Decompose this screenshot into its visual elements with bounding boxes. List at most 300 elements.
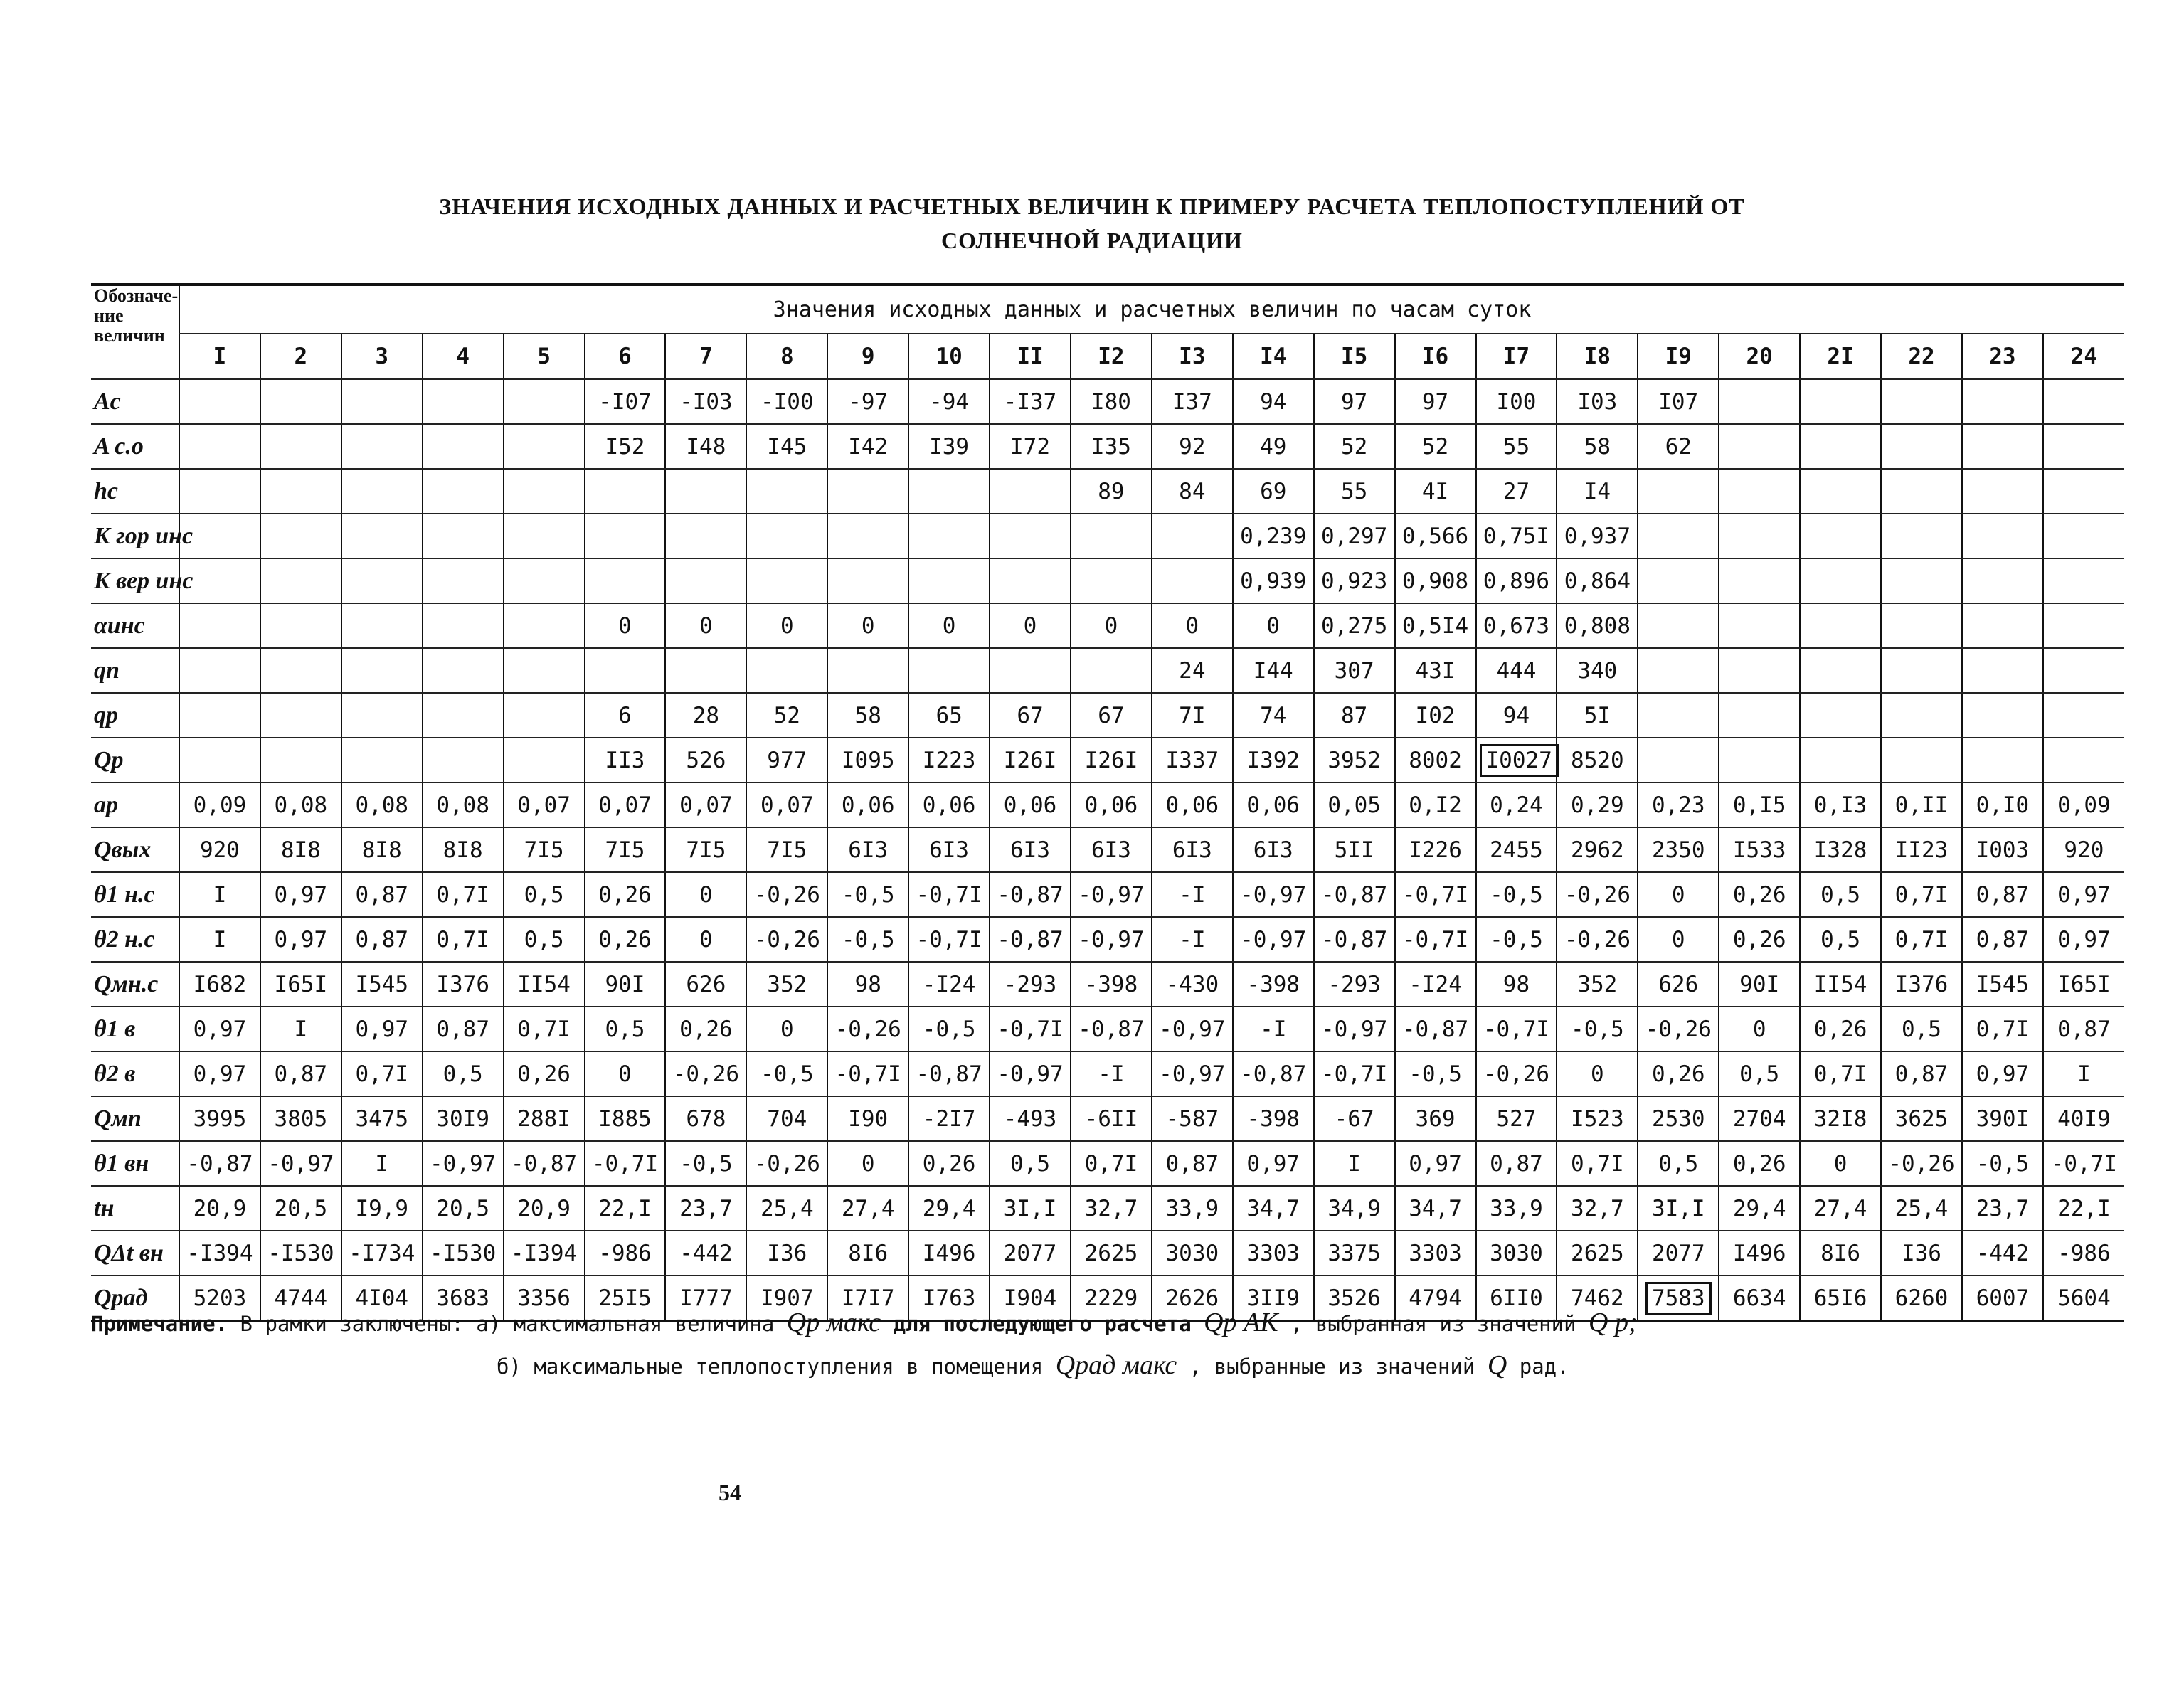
table-cell: 98: [827, 962, 908, 1007]
corner-label-line: ние: [94, 305, 124, 326]
note-sym-qp-ak: Qр АК: [1204, 1308, 1278, 1337]
table-cell: [1719, 603, 1800, 648]
table-cell: 0,87: [1962, 917, 2043, 962]
table-cell: 0,97: [341, 1007, 423, 1051]
table-cell: -986: [2043, 1231, 2124, 1276]
hour-header: I4: [1233, 334, 1314, 379]
table-cell: [423, 469, 504, 514]
title-line-2: СОЛНЕЧНОЙ РАДИАЦИИ: [941, 228, 1243, 253]
table-cell: [1719, 379, 1800, 424]
table-cell: -0,7I: [990, 1007, 1071, 1051]
table-cell: -I07: [585, 379, 666, 424]
table-cell: I904: [990, 1276, 1071, 1321]
table-cell: 0,29: [1557, 783, 1638, 827]
table-cell: 27: [1476, 469, 1557, 514]
table-cell: 0,5: [423, 1051, 504, 1096]
table-cell: -I530: [423, 1231, 504, 1276]
table-cell: 8I8: [260, 827, 341, 872]
note-line2-tail: , выбранные из значений: [1189, 1354, 1475, 1379]
table-cell: -0,5: [1395, 1051, 1476, 1096]
footnote-line-1: [91, 1302, 2083, 1345]
table-cell: -0,97: [1071, 872, 1152, 917]
table-cell: 0: [746, 1007, 827, 1051]
table-cell: 49: [1233, 424, 1314, 469]
table-cell: -0,5: [1476, 917, 1557, 962]
table-cell: [1800, 514, 1881, 558]
table-cell: [504, 603, 585, 648]
row-symbol: θ1 н.с: [91, 872, 179, 917]
hour-header: I5: [1314, 334, 1395, 379]
table-cell: -0,5: [1476, 872, 1557, 917]
table-cell: 4I04: [341, 1276, 423, 1321]
table-cell: 33,9: [1152, 1186, 1233, 1231]
table-cell: [990, 648, 1071, 693]
table-cell: 2626: [1152, 1276, 1233, 1321]
table-cell: 2625: [1557, 1231, 1638, 1276]
table-cell: 0,06: [990, 783, 1071, 827]
table-cell: -0,26: [746, 872, 827, 917]
table-row: [91, 514, 2124, 558]
hour-header: I9: [1638, 334, 1719, 379]
table-cell: -0,7I: [908, 917, 990, 962]
table-cell: 7I5: [665, 827, 746, 872]
table-cell: I223: [908, 738, 990, 783]
table-cell: -430: [1152, 962, 1233, 1007]
table-cell: -0,87: [1233, 1051, 1314, 1096]
table-cell: 8I8: [341, 827, 423, 872]
table-cell: [260, 558, 341, 603]
table-cell: [179, 469, 260, 514]
table-cell: 22,I: [585, 1186, 666, 1231]
table-cell: -0,26: [827, 1007, 908, 1051]
table-cell: II23: [1881, 827, 1962, 872]
table-cell: 2077: [1638, 1231, 1719, 1276]
table-cell: 74: [1233, 693, 1314, 738]
table-cell: 0,939: [1233, 558, 1314, 603]
table-cell: I: [341, 1141, 423, 1186]
table-cell: [1638, 738, 1719, 783]
table-row: [91, 558, 2124, 603]
table-cell: I376: [423, 962, 504, 1007]
table-cell: 94: [1476, 693, 1557, 738]
table-cell: -0,5: [1962, 1141, 2043, 1186]
table-cell: 369: [1395, 1096, 1476, 1141]
table-cell: [504, 424, 585, 469]
table-cell: 0,5: [1800, 917, 1881, 962]
table-cell: -0,87: [179, 1141, 260, 1186]
table-cell: 0,864: [1557, 558, 1638, 603]
hour-header: I7: [1476, 334, 1557, 379]
table-cell: 0: [1719, 1007, 1800, 1051]
table-cell: 0,75I: [1476, 514, 1557, 558]
table-cell: [1962, 514, 2043, 558]
table-cell: [423, 558, 504, 603]
table-cell: I545: [1962, 962, 2043, 1007]
table-cell: 2704: [1719, 1096, 1800, 1141]
table-cell: [1638, 514, 1719, 558]
table-cell: 4744: [260, 1276, 341, 1321]
table-cell: 0,97: [1395, 1141, 1476, 1186]
table-cell: [827, 514, 908, 558]
table-cell: [1638, 558, 1719, 603]
table-cell: [665, 648, 746, 693]
table-cell: -442: [665, 1231, 746, 1276]
table-cell: 0,97: [1233, 1141, 1314, 1186]
table-cell: -2I7: [908, 1096, 990, 1141]
table-cell: 3805: [260, 1096, 341, 1141]
table-cell: [1881, 424, 1962, 469]
row-symbol: qр: [91, 693, 179, 738]
table-cell: [179, 379, 260, 424]
table-cell: 0,97: [2043, 872, 2124, 917]
table-cell: 3526: [1314, 1276, 1395, 1321]
table-cell: 0,I2: [1395, 783, 1476, 827]
table-cell: [1962, 603, 2043, 648]
table-cell: [908, 558, 990, 603]
table-cell: 6I3: [1152, 827, 1233, 872]
table-cell: 97: [1395, 379, 1476, 424]
table-cell: -94: [908, 379, 990, 424]
table-cell: I003: [1962, 827, 2043, 872]
table-cell: 0,26: [504, 1051, 585, 1096]
table-cell: [260, 648, 341, 693]
table-cell: -I00: [746, 379, 827, 424]
table-header-row: [91, 285, 2124, 334]
table-cell: 8002: [1395, 738, 1476, 783]
table-cell: [341, 514, 423, 558]
table-cell: -0,97: [1233, 872, 1314, 917]
table-cell: I: [179, 872, 260, 917]
table-cell: [423, 514, 504, 558]
table-cell: 0,97: [2043, 917, 2124, 962]
table-cell: 32,7: [1071, 1186, 1152, 1231]
table-cell: [504, 693, 585, 738]
table-cell: [585, 514, 666, 558]
table-cell: 352: [746, 962, 827, 1007]
table-cell: 0,26: [1800, 1007, 1881, 1051]
table-cell: 340: [1557, 648, 1638, 693]
table-row: [91, 603, 2124, 648]
table-cell: 977: [746, 738, 827, 783]
note-sym-qp: Q р;: [1589, 1308, 1638, 1337]
table-cell: 5II: [1314, 827, 1395, 872]
footnote-line-2: [91, 1345, 2083, 1387]
table-cell: 0: [1800, 1141, 1881, 1186]
table-cell: I: [260, 1007, 341, 1051]
table-row: [91, 1231, 2124, 1276]
row-symbol: aр: [91, 783, 179, 827]
table-cell: 8I6: [1800, 1231, 1881, 1276]
table-cell: [341, 648, 423, 693]
table-cell: 40I9: [2043, 1096, 2124, 1141]
title-line-1: ЗНАЧЕНИЯ ИСХОДНЫХ ДАННЫХ И РАСЧЕТНЫХ ВЕЛИЧИН К ПРИМЕРУ РАСЧЕТА ТЕПЛОПОСТУПЛЕНИЙ ОТ: [439, 193, 1745, 219]
table-cell: [341, 379, 423, 424]
table-cell: [1071, 648, 1152, 693]
table-cell: [179, 648, 260, 693]
table-cell: -I530: [260, 1231, 341, 1276]
table-cell: [260, 603, 341, 648]
table-cell: I26I: [1071, 738, 1152, 783]
table-cell: -0,87: [990, 872, 1071, 917]
table-cell: [1962, 424, 2043, 469]
table-cell: 0,24: [1476, 783, 1557, 827]
table-cell: 8I8: [423, 827, 504, 872]
table-cell: I80: [1071, 379, 1152, 424]
table-cell: [1800, 558, 1881, 603]
table-cell: 23,7: [665, 1186, 746, 1231]
table-cell: I337: [1152, 738, 1233, 783]
table-cell: 98: [1476, 962, 1557, 1007]
table-cell: [1881, 603, 1962, 648]
table-cell: 0,09: [2043, 783, 2124, 827]
table-cell: [1719, 558, 1800, 603]
table-cell: I777: [665, 1276, 746, 1321]
table-cell: I03: [1557, 379, 1638, 424]
table-cell: [1800, 424, 1881, 469]
hour-header: 10: [908, 334, 990, 379]
table-cell: 0: [585, 603, 666, 648]
table-cell: 0,7I: [1800, 1051, 1881, 1096]
table-cell: 0,26: [1719, 872, 1800, 917]
table-cell: I907: [746, 1276, 827, 1321]
table-cell: 0,87: [1881, 1051, 1962, 1096]
table-cell: 0,908: [1395, 558, 1476, 603]
row-symbol: Qвых: [91, 827, 179, 872]
table-cell: [2043, 693, 2124, 738]
table-cell: I533: [1719, 827, 1800, 872]
table-cell: [341, 424, 423, 469]
table-cell: 32I8: [1800, 1096, 1881, 1141]
table-cell: -I: [1152, 917, 1233, 962]
table-cell: 67: [990, 693, 1071, 738]
table-cell: I763: [908, 1276, 990, 1321]
table-cell: [2043, 514, 2124, 558]
table-cell: 920: [2043, 827, 2124, 872]
note-sym-q: Q: [1487, 1350, 1507, 1380]
row-symbol: QΔt вн: [91, 1231, 179, 1276]
table-cell: 28: [665, 693, 746, 738]
table-cell: -0,26: [1557, 917, 1638, 962]
hour-header: 5: [504, 334, 585, 379]
table-row: [91, 469, 2124, 514]
table-cell: [1719, 648, 1800, 693]
table-cell: -0,97: [1152, 1007, 1233, 1051]
hour-header: 3: [341, 334, 423, 379]
table-cell: [990, 469, 1071, 514]
table-cell: [179, 693, 260, 738]
row-symbol: θ2 в: [91, 1051, 179, 1096]
table-row: [91, 379, 2124, 424]
table-cell: [1719, 469, 1800, 514]
table-cell: I: [1314, 1141, 1395, 1186]
table-cell: I65I: [260, 962, 341, 1007]
table-cell: -0,7I: [1395, 872, 1476, 917]
table-row: [91, 424, 2124, 469]
table-cell: II3: [585, 738, 666, 783]
table-cell: 0,26: [908, 1141, 990, 1186]
table-cell: I90: [827, 1096, 908, 1141]
table-cell: [504, 514, 585, 558]
table-cell: -0,87: [504, 1141, 585, 1186]
table-cell: [585, 469, 666, 514]
boxed-max-value: 7583: [1645, 1282, 1712, 1315]
table-cell: -0,5: [665, 1141, 746, 1186]
table-cell: -0,97: [1071, 917, 1152, 962]
table-cell: 0,7I: [1071, 1141, 1152, 1186]
table-cell: [179, 738, 260, 783]
table-cell: -0,26: [1638, 1007, 1719, 1051]
table-cell: I44: [1233, 648, 1314, 693]
table-cell: 7I5: [746, 827, 827, 872]
table-cell: 0,97: [260, 872, 341, 917]
table-cell: 7I5: [585, 827, 666, 872]
table-cell: [1638, 603, 1719, 648]
table-cell: 29,4: [908, 1186, 990, 1231]
table-cell: 2530: [1638, 1096, 1719, 1141]
table-cell: [1638, 693, 1719, 738]
table-cell: -0,97: [1314, 1007, 1395, 1051]
table-row: [91, 783, 2124, 827]
table-cell: -0,5: [1557, 1007, 1638, 1051]
table-cell: -0,26: [746, 1141, 827, 1186]
table-cell: 0,937: [1557, 514, 1638, 558]
table-cell: 97: [1314, 379, 1395, 424]
table-cell: [2043, 603, 2124, 648]
table-cell: I72: [990, 424, 1071, 469]
table-cell: [2043, 379, 2124, 424]
footnote: [91, 1302, 2083, 1387]
table-cell: [1719, 424, 1800, 469]
row-symbol: K гор инс: [91, 514, 179, 558]
table-cell: II54: [1800, 962, 1881, 1007]
table-cell: -0,7I: [1395, 917, 1476, 962]
table-cell: -0,97: [1152, 1051, 1233, 1096]
hours-row: [91, 334, 2124, 379]
corner-label: [91, 285, 179, 379]
corner-label-line: величин: [94, 325, 165, 346]
hour-header: 2I: [1800, 334, 1881, 379]
table-cell: -0,97: [1233, 917, 1314, 962]
table-cell: 0: [827, 603, 908, 648]
table-cell: 0,26: [585, 872, 666, 917]
table-cell: -0,26: [746, 917, 827, 962]
page-title: [0, 189, 2184, 258]
table-cell: -442: [1962, 1231, 2043, 1276]
table-cell: [260, 469, 341, 514]
table-cell: I26I: [990, 738, 1071, 783]
table-cell: 0,08: [260, 783, 341, 827]
table-cell: 20,5: [260, 1186, 341, 1231]
table-cell: 0,07: [665, 783, 746, 827]
table-cell: [341, 693, 423, 738]
hour-header: II: [990, 334, 1071, 379]
table-cell: [1962, 379, 2043, 424]
table-cell: 704: [746, 1096, 827, 1141]
table-cell: [1881, 379, 1962, 424]
table-cell: [1881, 469, 1962, 514]
table-cell: 90I: [585, 962, 666, 1007]
table-cell: I7I7: [827, 1276, 908, 1321]
table-cell: 0,5: [1800, 872, 1881, 917]
hour-header: 6: [585, 334, 666, 379]
table-cell: 3952: [1314, 738, 1395, 783]
table-cell: [1962, 738, 2043, 783]
table-cell: 6II0: [1476, 1276, 1557, 1321]
table-cell: I4: [1557, 469, 1638, 514]
hour-header: 4: [423, 334, 504, 379]
table-cell: 0,923: [1314, 558, 1395, 603]
table-cell: 33,9: [1476, 1186, 1557, 1231]
table-cell: [1152, 558, 1233, 603]
table-cell: 0,5: [1638, 1141, 1719, 1186]
table-cell: I07: [1638, 379, 1719, 424]
table-cell: 87: [1314, 693, 1395, 738]
table-cell: [1800, 603, 1881, 648]
table-cell: 32,7: [1557, 1186, 1638, 1231]
table-cell: 0: [1638, 917, 1719, 962]
table-cell: [665, 514, 746, 558]
table-cell: 0,97: [179, 1051, 260, 1096]
table-cell: I02: [1395, 693, 1476, 738]
table-cell: 3683: [423, 1276, 504, 1321]
row-symbol: Qмп: [91, 1096, 179, 1141]
table-cell: [260, 514, 341, 558]
table-cell: 0,5: [990, 1141, 1071, 1186]
table-cell: 3356: [504, 1276, 585, 1321]
table-cell: [504, 558, 585, 603]
table-cell: [341, 738, 423, 783]
table-cell: [827, 469, 908, 514]
table-cell: -0,7I: [908, 872, 990, 917]
table-cell: 0,08: [341, 783, 423, 827]
table-cell: [260, 424, 341, 469]
table-cell: [665, 469, 746, 514]
table-row: [91, 1007, 2124, 1051]
boxed-max-value: I0027: [1480, 744, 1559, 777]
table-cell: 0,06: [1233, 783, 1314, 827]
table-cell: I: [179, 917, 260, 962]
table-cell: 0,87: [341, 872, 423, 917]
table-cell: 3303: [1233, 1231, 1314, 1276]
table-cell: 6I3: [908, 827, 990, 872]
table-cell: 3475: [341, 1096, 423, 1141]
table-cell: 0,26: [1719, 1141, 1800, 1186]
hour-header: 8: [746, 334, 827, 379]
table-cell: 55: [1476, 424, 1557, 469]
table-cell: 0,I3: [1800, 783, 1881, 827]
hour-header: 9: [827, 334, 908, 379]
table-cell: 23,7: [1962, 1186, 2043, 1231]
table-cell: I9,9: [341, 1186, 423, 1231]
table-cell: 0,07: [585, 783, 666, 827]
table-row: [91, 1051, 2124, 1096]
row-symbol: θ1 вн: [91, 1141, 179, 1186]
table-cell: [908, 648, 990, 693]
table-cell: 0,5: [585, 1007, 666, 1051]
table-cell: 89: [1071, 469, 1152, 514]
table-cell: 0,26: [1719, 917, 1800, 962]
table-cell: 7462: [1557, 1276, 1638, 1321]
table-cell: [1800, 379, 1881, 424]
table-cell: 4I: [1395, 469, 1476, 514]
table-cell: 0,275: [1314, 603, 1395, 648]
table-cell: -0,87: [1071, 1007, 1152, 1051]
table-cell: [423, 738, 504, 783]
table-cell: [746, 558, 827, 603]
table-cell: [1719, 514, 1800, 558]
table-cell: [1800, 693, 1881, 738]
table-cell: 67: [1071, 693, 1152, 738]
